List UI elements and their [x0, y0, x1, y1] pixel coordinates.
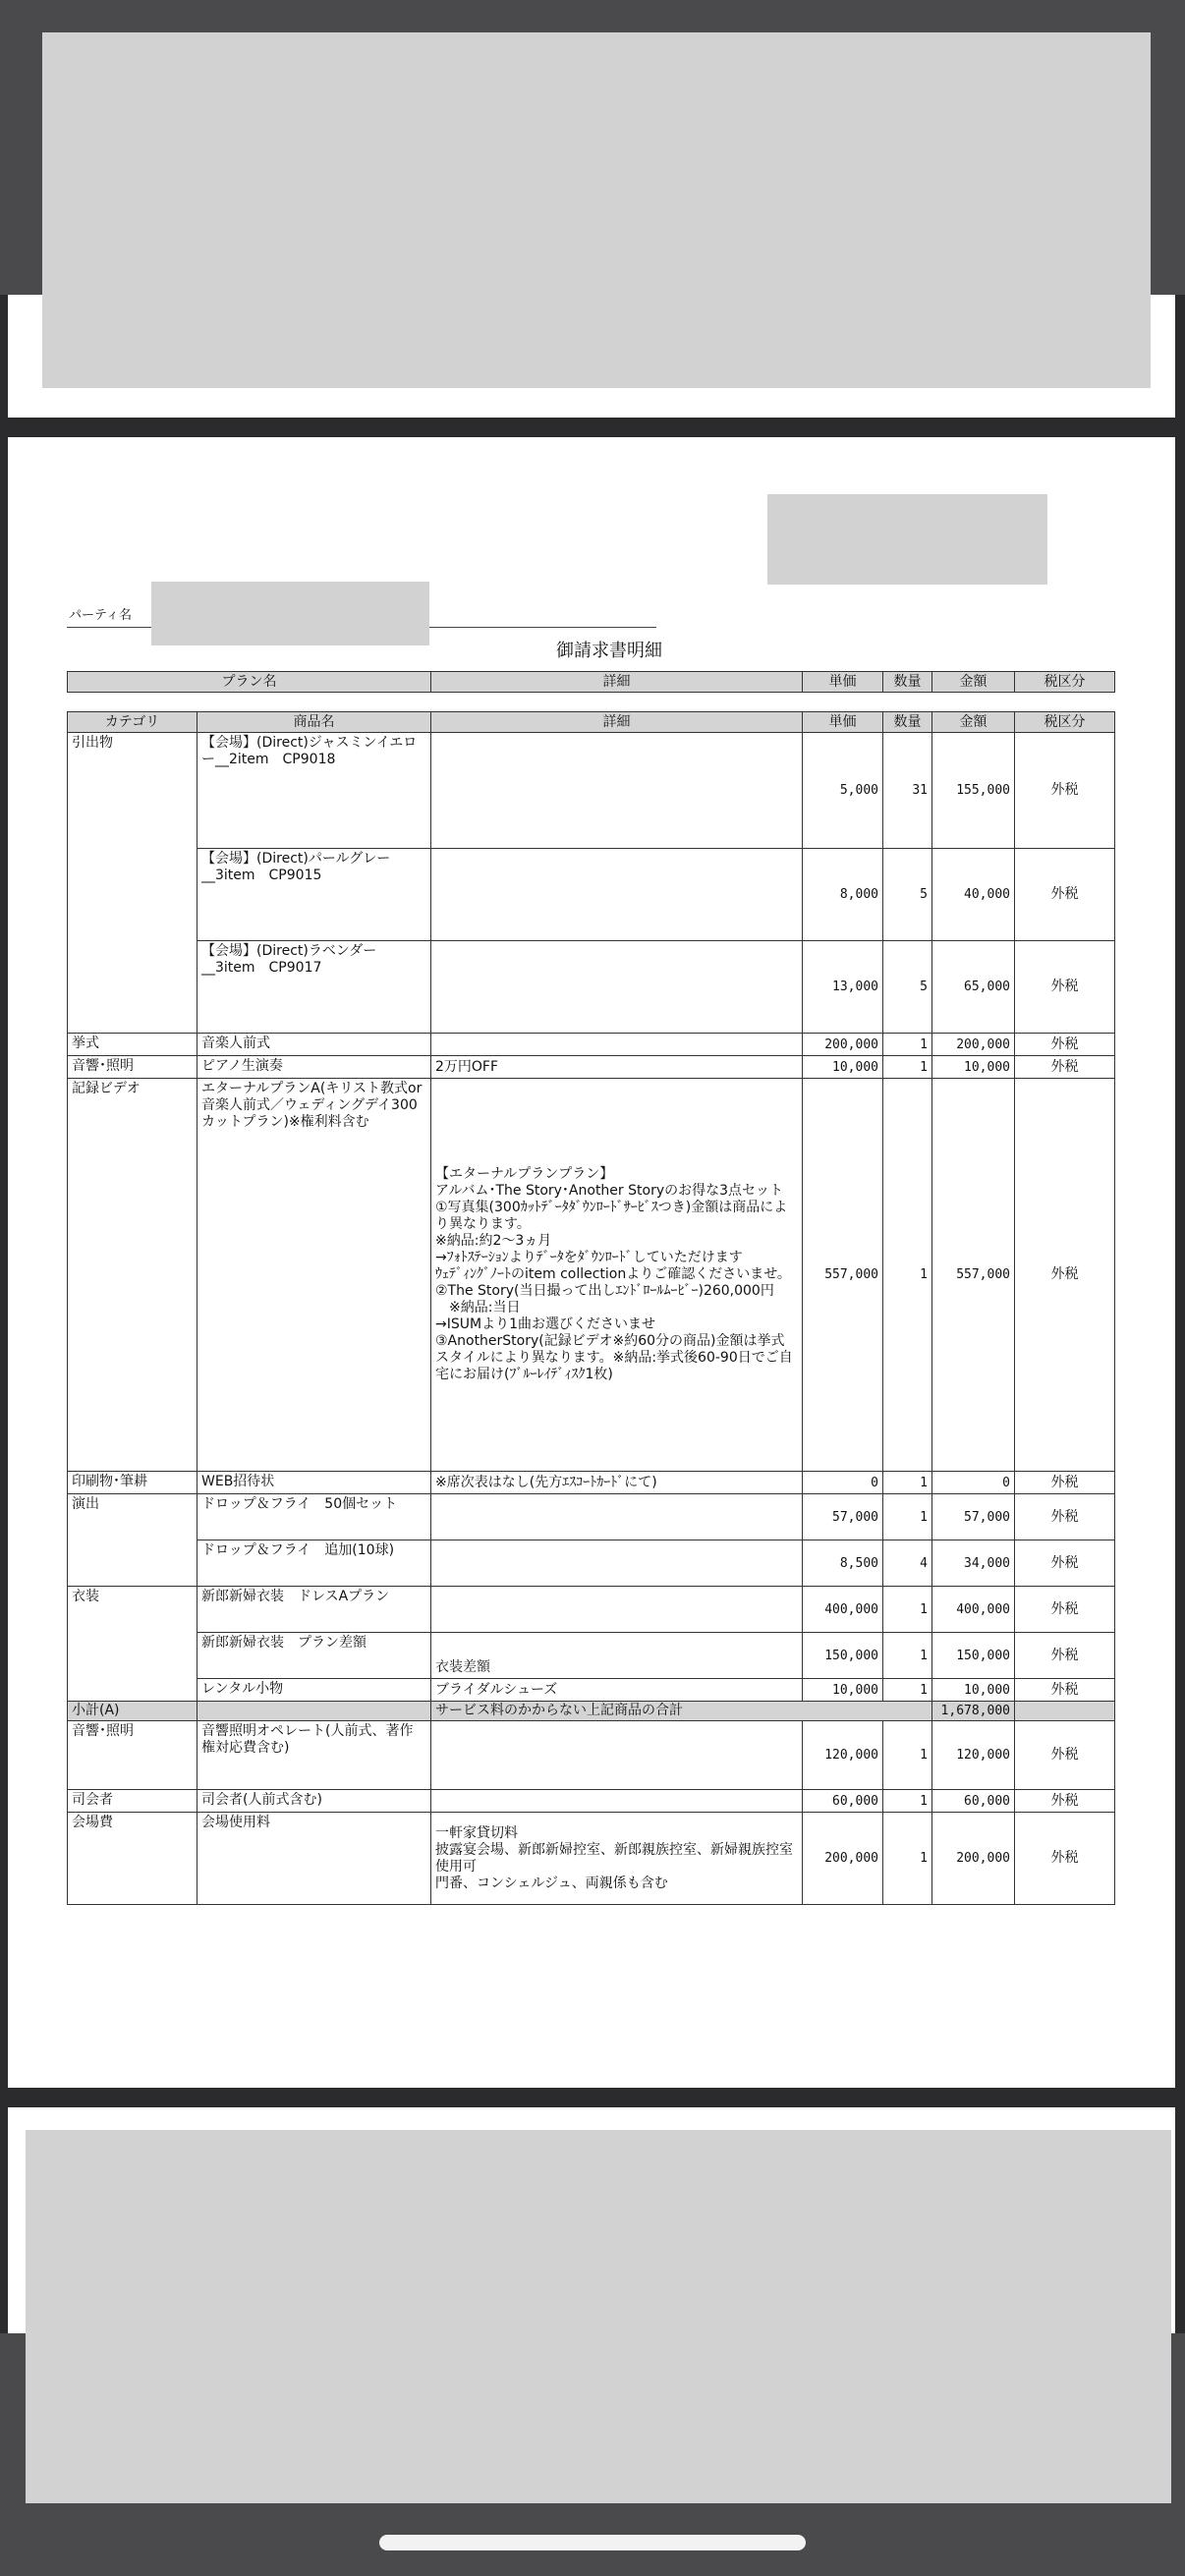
unit-price-cell: 10,000 [803, 1056, 883, 1079]
tax-type-cell: 外税 [1015, 849, 1115, 941]
unit-price-cell: 200,000 [803, 1813, 883, 1905]
header-category: カテゴリ [68, 712, 198, 733]
header-tax-type: 税区分 [1015, 712, 1115, 733]
quantity-cell: 5 [883, 849, 932, 941]
item-name-cell: 音楽人前式 [198, 1034, 431, 1056]
amount-cell: 65,000 [932, 941, 1015, 1034]
quantity-cell: 5 [883, 941, 932, 1034]
subtotal-row [68, 1702, 1115, 1721]
category-cell: 演出 [68, 1494, 198, 1540]
detail-cell: 2万円OFF [431, 1056, 803, 1079]
tax-type-cell: 外税 [1015, 1679, 1115, 1702]
category-cell: 音響･照明 [68, 1056, 198, 1079]
detail-cell [431, 1790, 803, 1813]
tax-type-cell: 外税 [1015, 1790, 1115, 1813]
category-cell: 引出物 [68, 733, 198, 849]
amount-cell: 200,000 [932, 1813, 1015, 1905]
table-row [68, 1472, 1115, 1494]
unit-price-cell: 200,000 [803, 1034, 883, 1056]
amount-cell: 400,000 [932, 1587, 1015, 1633]
item-name-cell: エターナルプランA(キリスト教式or音楽人前式／ウェディングデイ300カットプラン)※権利料含む [198, 1079, 431, 1472]
tax-type-cell: 外税 [1015, 1056, 1115, 1079]
item-table [67, 711, 1115, 1905]
quantity-cell: 1 [883, 1721, 932, 1790]
category-cell: 記録ビデオ [68, 1079, 198, 1472]
category-cell [68, 1633, 198, 1679]
table-row [68, 1540, 1115, 1587]
category-cell: 衣装 [68, 1587, 198, 1633]
unit-price-cell: 150,000 [803, 1633, 883, 1679]
plan-table [67, 671, 1115, 693]
header-unit-price: 単価 [803, 672, 883, 693]
detail-cell [431, 941, 803, 1034]
unit-price-cell: 8,500 [803, 1540, 883, 1587]
subtotal-tax-cell [1015, 1702, 1115, 1721]
detail-cell [431, 733, 803, 849]
amount-cell: 200,000 [932, 1034, 1015, 1056]
category-cell: 音響･照明 [68, 1721, 198, 1790]
unit-price-cell: 0 [803, 1472, 883, 1494]
quantity-cell: 1 [883, 1056, 932, 1079]
item-name-cell: レンタル小物 [198, 1679, 431, 1702]
party-name-label: パーティ名 [69, 608, 132, 623]
detail-cell [431, 849, 803, 941]
item-name-cell: 司会者(人前式含む) [198, 1790, 431, 1813]
amount-cell: 155,000 [932, 733, 1015, 849]
unit-price-cell: 120,000 [803, 1721, 883, 1790]
subtotal-label: 小計(A) [68, 1702, 198, 1721]
item-name-cell: 会場使用料 [198, 1813, 431, 1905]
table-row [68, 733, 1115, 849]
item-name-cell: 【会場】(Direct)パールグレー__3item CP9015 [198, 849, 431, 941]
redacted-area-header [767, 494, 1047, 585]
category-cell [68, 1540, 198, 1587]
item-name-cell: 音響照明オペレート(人前式、著作権対応費含む) [198, 1721, 431, 1790]
amount-cell: 34,000 [932, 1540, 1015, 1587]
unit-price-cell: 557,000 [803, 1079, 883, 1472]
table-row [68, 941, 1115, 1034]
document-title: 御請求書明細 [556, 641, 662, 661]
quantity-cell: 1 [883, 1494, 932, 1540]
amount-cell: 40,000 [932, 849, 1015, 941]
header-quantity: 数量 [883, 672, 932, 693]
amount-cell: 10,000 [932, 1056, 1015, 1079]
category-cell [68, 849, 198, 941]
tax-type-cell: 外税 [1015, 1721, 1115, 1790]
category-cell [68, 1679, 198, 1702]
table-row [68, 849, 1115, 941]
table-row [68, 1034, 1115, 1056]
item-name-cell: 新郎新婦衣装 プラン差額 [198, 1633, 431, 1679]
unit-price-cell: 5,000 [803, 733, 883, 849]
tax-type-cell: 外税 [1015, 1813, 1115, 1905]
category-cell: 司会者 [68, 1790, 198, 1813]
tax-type-cell: 外税 [1015, 1587, 1115, 1633]
unit-price-cell: 10,000 [803, 1679, 883, 1702]
item-name-cell: 新郎新婦衣装 ドレスAプラン [198, 1587, 431, 1633]
header-item-name: 商品名 [198, 712, 431, 733]
unit-price-cell: 8,000 [803, 849, 883, 941]
detail-cell: ※席次表はなし(先方ｴｽｺｰﾄｶｰﾄﾞにて) [431, 1472, 803, 1494]
quantity-cell: 1 [883, 1472, 932, 1494]
amount-cell: 557,000 [932, 1079, 1015, 1472]
table-row [68, 1079, 1115, 1472]
home-indicator[interactable] [379, 2535, 806, 2550]
header-tax-type: 税区分 [1015, 672, 1115, 693]
item-table-header [68, 712, 1115, 733]
header-quantity: 数量 [883, 712, 932, 733]
quantity-cell: 1 [883, 1079, 932, 1472]
tax-type-cell: 外税 [1015, 1494, 1115, 1540]
subtotal-name-cell [198, 1702, 431, 1721]
item-name-cell: WEB招待状 [198, 1472, 431, 1494]
detail-cell: 【エターナルプランプラン】 アルバム･The Story･Another Storyのお得な3点セット ①写真集(300ｶｯﾄﾃﾞｰﾀﾀﾞｳﾝﾛｰﾄﾞｻｰﾋﾞｽつき)金額は商品により異なります。 ※納品:約2～3ヵ月 →ﾌｫﾄｽﾃｰｼｮﾝよりﾃﾞｰﾀをﾀﾞｳﾝﾛｰﾄﾞしていただけます ｳｪﾃﾞｨﾝｸﾞﾉｰﾄのitem collectionよりご確認くださいませ。 ②The Story(当日撮って出しｴﾝﾄﾞﾛｰﾙﾑｰﾋﾞｰ)260,000円 ※納品:当日 →ISUMより1曲お選びくださいませ ③AnotherStory(記録ビデオ※約60分の商品)金額は挙式スタイルにより異なります。※納品:挙式後60-90日でご自宅にお届け(ﾌﾞﾙｰﾚｲﾃﾞｨｽｸ1枚) [431, 1079, 803, 1472]
table-row [68, 1679, 1115, 1702]
unit-price-cell: 400,000 [803, 1587, 883, 1633]
quantity-cell: 1 [883, 1790, 932, 1813]
tax-type-cell: 外税 [1015, 941, 1115, 1034]
table-row [68, 1633, 1115, 1679]
amount-cell: 60,000 [932, 1790, 1015, 1813]
item-name-cell: ピアノ生演奏 [198, 1056, 431, 1079]
header-detail: 詳細 [431, 712, 803, 733]
detail-cell: 一軒家貸切料 披露宴会場、新郎新婦控室、新郎親族控室、新婦親族控室使用可 門番、コンシェルジュ、両親係も含む [431, 1813, 803, 1905]
tax-type-cell: 外税 [1015, 1034, 1115, 1056]
detail-cell: 衣装差額 [431, 1633, 803, 1679]
redacted-area-bottom [26, 2130, 1171, 2503]
header-plan-name: プラン名 [68, 672, 431, 693]
quantity-cell: 1 [883, 1813, 932, 1905]
header-unit-price: 単価 [803, 712, 883, 733]
detail-cell [431, 1721, 803, 1790]
amount-cell: 57,000 [932, 1494, 1015, 1540]
table-row [68, 1790, 1115, 1813]
table-row [68, 1056, 1115, 1079]
quantity-cell: 4 [883, 1540, 932, 1587]
detail-cell: ブライダルシューズ [431, 1679, 803, 1702]
table-row [68, 1813, 1115, 1905]
plan-table-header [68, 672, 1115, 693]
tax-type-cell: 外税 [1015, 1079, 1115, 1472]
table-row [68, 1587, 1115, 1633]
amount-cell: 10,000 [932, 1679, 1015, 1702]
tax-type-cell: 外税 [1015, 1540, 1115, 1587]
amount-cell: 0 [932, 1472, 1015, 1494]
unit-price-cell: 57,000 [803, 1494, 883, 1540]
table-row [68, 1494, 1115, 1540]
table-row [68, 1721, 1115, 1790]
item-name-cell: 【会場】(Direct)ラベンダー__3item CP9017 [198, 941, 431, 1034]
subtotal-note: サービス料のかからない上記商品の合計 [431, 1702, 932, 1721]
subtotal-amount: 1,678,000 [932, 1702, 1015, 1721]
quantity-cell: 1 [883, 1587, 932, 1633]
item-name-cell: 【会場】(Direct)ジャスミンイエロー__2item CP9018 [198, 733, 431, 849]
detail-cell [431, 1540, 803, 1587]
quantity-cell: 1 [883, 1633, 932, 1679]
header-amount: 金額 [932, 672, 1015, 693]
quantity-cell: 31 [883, 733, 932, 849]
tax-type-cell: 外税 [1015, 733, 1115, 849]
quantity-cell: 1 [883, 1034, 932, 1056]
category-cell: 会場費 [68, 1813, 198, 1905]
quantity-cell: 1 [883, 1679, 932, 1702]
tax-type-cell: 外税 [1015, 1633, 1115, 1679]
category-cell [68, 941, 198, 1034]
detail-cell [431, 1587, 803, 1633]
category-cell: 挙式 [68, 1034, 198, 1056]
item-name-cell: ドロップ＆フライ 50個セット [198, 1494, 431, 1540]
redacted-party-name [151, 582, 429, 645]
category-cell: 印刷物･筆耕 [68, 1472, 198, 1494]
tax-type-cell: 外税 [1015, 1472, 1115, 1494]
detail-cell [431, 1034, 803, 1056]
detail-cell [431, 1494, 803, 1540]
amount-cell: 120,000 [932, 1721, 1015, 1790]
unit-price-cell: 60,000 [803, 1790, 883, 1813]
amount-cell: 150,000 [932, 1633, 1015, 1679]
header-detail: 詳細 [431, 672, 803, 693]
header-amount: 金額 [932, 712, 1015, 733]
item-name-cell: ドロップ＆フライ 追加(10球) [198, 1540, 431, 1587]
redacted-area-top [42, 32, 1151, 388]
unit-price-cell: 13,000 [803, 941, 883, 1034]
